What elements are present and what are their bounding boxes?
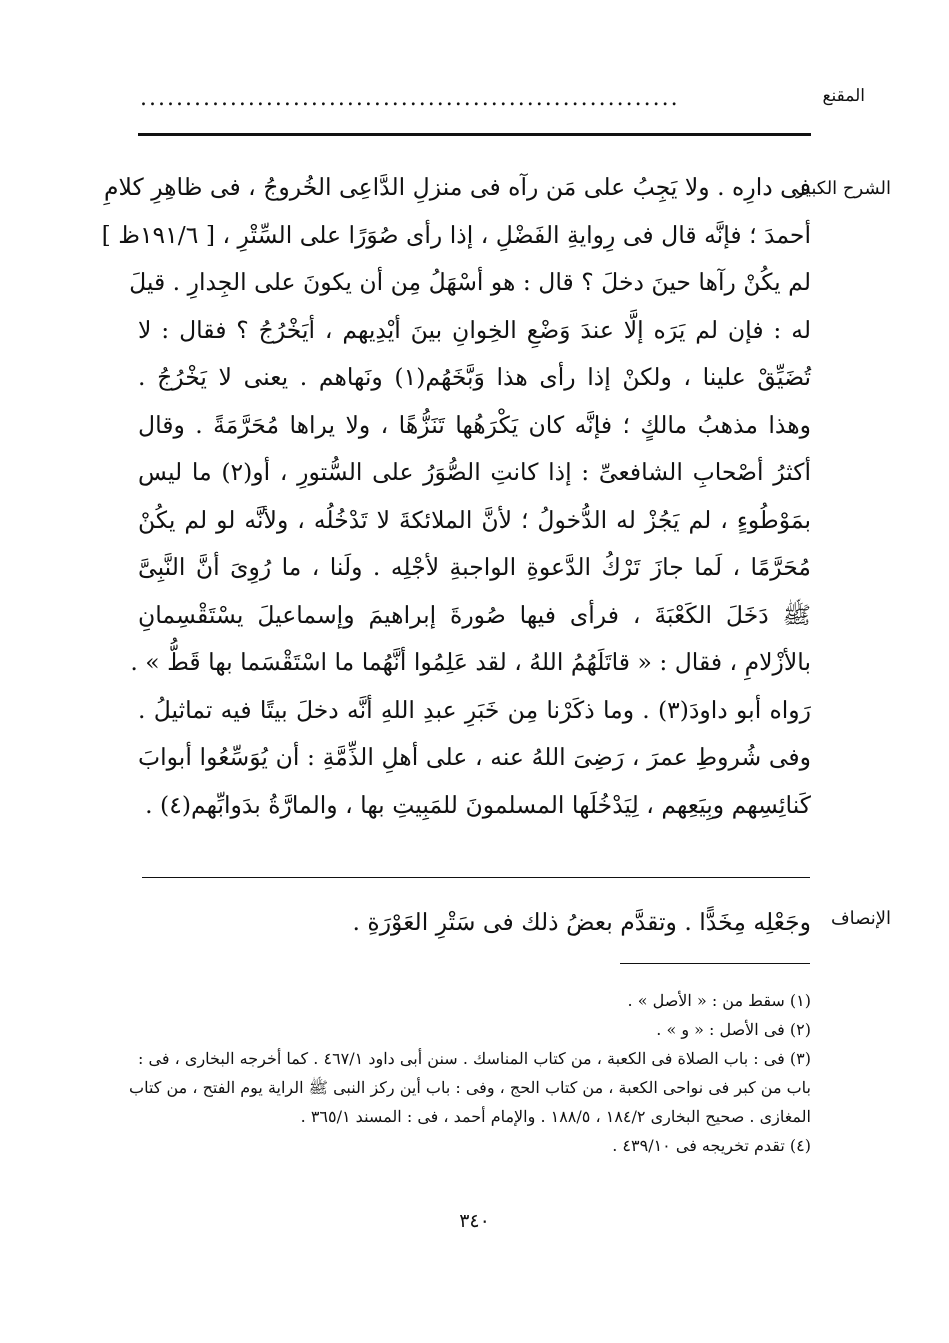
main-line: وهذا مذهبُ مالكٍ ؛ فإنَّه كان يَكْرَهُها تَنَزُّهًا ، ولا يراها مُحَرَّمَةً . وقال <box>138 410 811 439</box>
main-line: لم يكُنْ رآها حينَ دخلَ ؟ قال : هو أسْهَلُ مِن أن يكونَ على الجِدارِ . قيلَ <box>129 268 811 296</box>
main-line: ﷺ دَخَلَ الكَعْبَةَ ، فرأى فيها صُورةَ إبراهيمَ وإسماعيلَ يسْتَقْسِمانِ <box>138 600 811 629</box>
main-line: كَنائِسِهم وبِيَعِهم ، لِيَدْخُلَها المسلمونَ للمَبِيتِ بها ، والمارَّةُ بدَوابِّهم(٤) . <box>145 790 811 819</box>
main-line: أكثرُ أصْحابِ الشافعىِّ : إذا كانتِ الصُّوَرُ على السُّتورِ ، أو(٢) ما ليس <box>138 458 811 486</box>
footnote: باب من كبر فى نواحى الكعبة ، من كتاب الحج ، وفى : باب أين ركز النبى ﷺ الراية يوم الفتح ، من كتاب <box>129 1078 811 1097</box>
margin-label-sharh: الشرح الكبير <box>795 178 891 199</box>
footnote: المغازى . صحيح البخارى ١٨٤/٢ ، ١٨٨/٥ . والإمام أحمد ، فى : المسند ٣٦٥/١ . <box>300 1107 811 1126</box>
header-rule <box>138 133 811 136</box>
main-text <box>101 164 811 829</box>
margin-label-insaf: الإنصاف <box>830 908 891 929</box>
footnote: (٣) فى : باب الصلاة فى الكعبة ، من كتاب المناسك . سنن أبى داود ٤٦٧/١ . كما أخرجه البخارى ، فى : <box>138 1049 811 1068</box>
main-line: أحمدَ ؛ فإنَّه قال فى رِوايةِ الفَضْلِ ، إذا رأى صُوَرًا على السِّتْرِ ، [ ١٩١/٦ظ ] <box>101 220 811 249</box>
main-line: فى دارِه . ولا يَجِبُ على مَن رآه فى منزلِ الدَّاعِى الخُروجُ ، فى ظاهِرِ كلامِ <box>103 173 811 201</box>
main-line: له : فإن لم يَرَه إلَّا عندَ وَضْعِ الخِوانِ بينَ أيْدِيهم ، أيَخْرُجُ ؟ فقال : لا <box>138 315 811 344</box>
page-number: ٣٤٠ <box>459 1210 490 1232</box>
main-line: مُحَرَّمًا ، لَما جازَ تَرْكُ الدَّعوةِ الواجبةِ لأجْلِه . ولَنا ، ما رُوِىَ أنَّ النَّبِىَّ <box>138 553 811 581</box>
main-line: وفى شُروطِ عمرَ ، رَضِىَ اللهُ عنه ، على أهلِ الذِّمَّةِ : أن يُوَسِّعُوا أبوابَ <box>138 743 811 771</box>
main-line: تُضَيِّقْ علينا ، ولكنْ إذا رأى هذا وَبَّخَهُم(١) ونَهاهم . يعنى لا يَخْرُجُ . <box>138 363 811 391</box>
footnote: (١) سقط من : « الأصل » . <box>627 991 811 1010</box>
footnote-rule <box>620 963 810 964</box>
section-divider <box>142 877 810 878</box>
footnotes <box>129 986 811 1160</box>
main-line: رَواه أبو داودَ(٣) . وما ذكَرْنا مِن خَبَرِ عبدِ اللهِ أنَّه دخلَ بيتًا فيه تماثيلُ . <box>138 695 811 724</box>
footnote: (٤) تقدم تخريجه فى ٤٣٩/١٠ . <box>612 1136 811 1155</box>
main-line: بمَوْطُوءٍ ، لم يَجُزْ له الدُّخولُ ؛ لأنَّ الملائكةَ لا تَدْخُلُه ، ولأنَّه لو لم يكُنْ <box>138 505 811 534</box>
header-dotted-leader: ............................................................ <box>140 88 680 110</box>
main-line: بالأزْلامِ ، فقال : « قاتَلَهُمُ اللهُ ، لقد عَلِمُوا أنَّهُما ما اسْتَقْسَما بها قَطُّ » . <box>130 648 811 676</box>
book-title: المقنع <box>822 86 865 106</box>
insaf-text: وجَعْلِه مِخَدًّا . وتقدَّم بعضُ ذلك فى سَتْرِ العَوْرَةِ . <box>352 908 811 936</box>
footnote: (٢) فى الأصل : « و » . <box>656 1020 811 1039</box>
